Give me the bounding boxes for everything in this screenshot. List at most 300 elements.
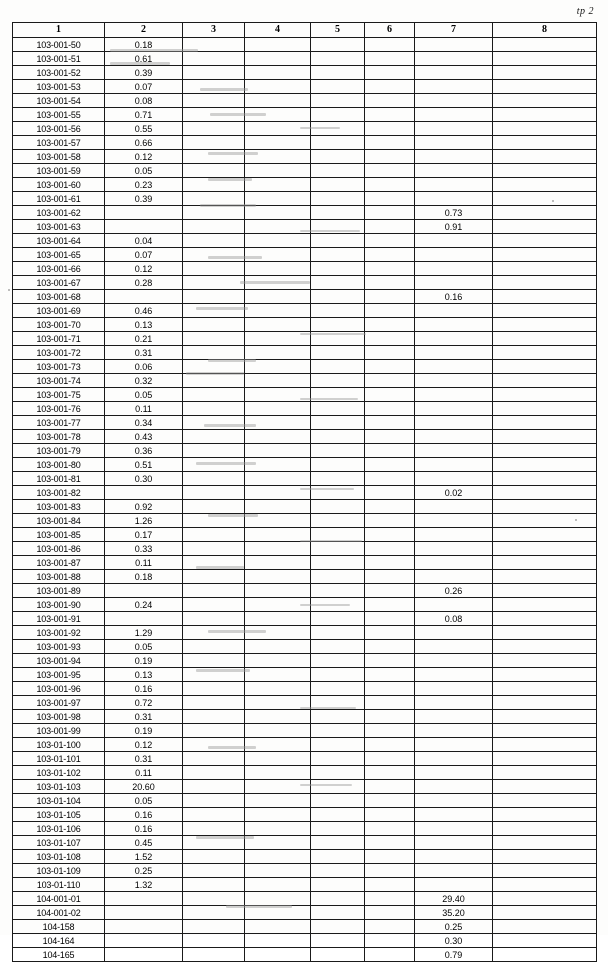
- table-cell: [311, 906, 365, 920]
- table-cell: [245, 570, 311, 584]
- column-header-6: 6: [365, 23, 415, 38]
- row-identifier: 103-01-110: [13, 878, 105, 892]
- table-cell: [183, 332, 245, 346]
- table-cell: [105, 892, 183, 906]
- table-cell: [245, 388, 311, 402]
- table-cell: [365, 836, 415, 850]
- table-cell: [183, 766, 245, 780]
- table-cell: [415, 304, 493, 318]
- table-cell: [365, 346, 415, 360]
- table-cell: [183, 752, 245, 766]
- table-cell: [493, 262, 597, 276]
- table-row: [13, 836, 597, 850]
- row-identifier: 103-001-92: [13, 626, 105, 640]
- table-cell: [311, 66, 365, 80]
- row-identifier: 103-001-67: [13, 276, 105, 290]
- row-identifier: 103-01-103: [13, 780, 105, 794]
- table-cell: [105, 934, 183, 948]
- table-cell: [493, 528, 597, 542]
- row-identifier: 103-001-65: [13, 248, 105, 262]
- table-cell: [311, 500, 365, 514]
- table-cell: [415, 738, 493, 752]
- table-cell: [311, 234, 365, 248]
- table-cell: 0.05: [105, 164, 183, 178]
- table-row: [13, 332, 597, 346]
- table-cell: [183, 514, 245, 528]
- table-cell: [415, 374, 493, 388]
- table-cell: [365, 444, 415, 458]
- row-identifier: 103-001-52: [13, 66, 105, 80]
- table-row: [13, 850, 597, 864]
- table-cell: [245, 416, 311, 430]
- table-cell: [415, 570, 493, 584]
- table-cell: [311, 766, 365, 780]
- table-row: [13, 402, 597, 416]
- table-cell: [311, 318, 365, 332]
- table-cell: [365, 150, 415, 164]
- table-cell: [415, 38, 493, 52]
- table-cell: [311, 206, 365, 220]
- table-cell: [183, 80, 245, 94]
- table-cell: 0.23: [105, 178, 183, 192]
- row-identifier: 103-01-109: [13, 864, 105, 878]
- table-cell: [415, 136, 493, 150]
- table-cell: 0.46: [105, 304, 183, 318]
- table-cell: [311, 948, 365, 962]
- table-cell: [493, 108, 597, 122]
- table-row: [13, 444, 597, 458]
- table-row: [13, 948, 597, 962]
- table-cell: [245, 934, 311, 948]
- row-identifier: 103-001-71: [13, 332, 105, 346]
- table-cell: [311, 290, 365, 304]
- table-cell: [311, 164, 365, 178]
- table-cell: [365, 850, 415, 864]
- table-cell: [245, 192, 311, 206]
- table-cell: [493, 290, 597, 304]
- table-cell: [183, 248, 245, 262]
- table-cell: [415, 402, 493, 416]
- row-identifier: 103-001-55: [13, 108, 105, 122]
- table-cell: [365, 402, 415, 416]
- table-cell: [245, 444, 311, 458]
- table-cell: [415, 822, 493, 836]
- table-cell: 0.21: [105, 332, 183, 346]
- table-cell: [493, 416, 597, 430]
- table-row: [13, 416, 597, 430]
- table-cell: [415, 682, 493, 696]
- table-cell: [493, 654, 597, 668]
- table-cell: [493, 640, 597, 654]
- table-cell: [365, 416, 415, 430]
- table-cell: [365, 654, 415, 668]
- row-identifier: 104-164: [13, 934, 105, 948]
- table-cell: [493, 192, 597, 206]
- table-cell: [245, 304, 311, 318]
- row-identifier: 103-01-100: [13, 738, 105, 752]
- table-row: [13, 500, 597, 514]
- table-cell: [365, 752, 415, 766]
- row-identifier: 103-001-57: [13, 136, 105, 150]
- table-cell: [365, 556, 415, 570]
- table-cell: 0.91: [415, 220, 493, 234]
- table-cell: 0.33: [105, 542, 183, 556]
- table-cell: [493, 934, 597, 948]
- row-identifier: 103-01-107: [13, 836, 105, 850]
- table-cell: [415, 878, 493, 892]
- table-cell: [365, 374, 415, 388]
- table-cell: [245, 948, 311, 962]
- table-cell: [245, 738, 311, 752]
- table-cell: [493, 360, 597, 374]
- table-cell: [245, 108, 311, 122]
- row-identifier: 103-001-87: [13, 556, 105, 570]
- table-cell: 0.16: [105, 808, 183, 822]
- table-cell: [493, 612, 597, 626]
- table-cell: [493, 598, 597, 612]
- table-cell: [415, 752, 493, 766]
- table-cell: [183, 598, 245, 612]
- table-cell: [245, 374, 311, 388]
- table-cell: [493, 626, 597, 640]
- table-row: [13, 262, 597, 276]
- table-cell: [105, 906, 183, 920]
- table-cell: 0.31: [105, 346, 183, 360]
- table-cell: 0.39: [105, 66, 183, 80]
- table-cell: [245, 626, 311, 640]
- table-cell: [365, 318, 415, 332]
- table-cell: [493, 850, 597, 864]
- table-cell: [365, 808, 415, 822]
- row-identifier: 103-001-77: [13, 416, 105, 430]
- table-cell: [105, 948, 183, 962]
- table-row: [13, 612, 597, 626]
- row-identifier: 103-001-79: [13, 444, 105, 458]
- table-cell: [183, 346, 245, 360]
- table-cell: [415, 654, 493, 668]
- table-row: [13, 94, 597, 108]
- table-cell: [183, 864, 245, 878]
- table-row: [13, 892, 597, 906]
- table-cell: [311, 710, 365, 724]
- table-cell: [245, 920, 311, 934]
- table-cell: [365, 612, 415, 626]
- table-cell: [415, 80, 493, 94]
- table-row: [13, 864, 597, 878]
- table-cell: [311, 556, 365, 570]
- table-cell: [365, 52, 415, 66]
- table-cell: [493, 52, 597, 66]
- table-cell: [365, 626, 415, 640]
- table-cell: [365, 780, 415, 794]
- table-cell: [183, 94, 245, 108]
- table-cell: [493, 430, 597, 444]
- row-identifier: 103-001-66: [13, 262, 105, 276]
- table-row: [13, 934, 597, 948]
- table-cell: [245, 668, 311, 682]
- table-cell: [245, 290, 311, 304]
- table-cell: [415, 556, 493, 570]
- table-cell: [415, 514, 493, 528]
- row-identifier: 103-001-62: [13, 206, 105, 220]
- row-identifier: 103-001-53: [13, 80, 105, 94]
- table-cell: [415, 766, 493, 780]
- table-cell: [245, 150, 311, 164]
- table-cell: [415, 52, 493, 66]
- table-cell: [105, 486, 183, 500]
- table-cell: [245, 682, 311, 696]
- row-identifier: 103-001-68: [13, 290, 105, 304]
- table-cell: [493, 164, 597, 178]
- table-cell: [415, 94, 493, 108]
- table-cell: [105, 220, 183, 234]
- table-cell: 0.92: [105, 500, 183, 514]
- table-cell: [493, 710, 597, 724]
- table-cell: [245, 38, 311, 52]
- table-cell: [183, 948, 245, 962]
- table-row: [13, 472, 597, 486]
- table-cell: 0.34: [105, 416, 183, 430]
- table-cell: [415, 724, 493, 738]
- table-cell: [245, 892, 311, 906]
- table-row: [13, 822, 597, 836]
- table-cell: [493, 682, 597, 696]
- table-row: [13, 304, 597, 318]
- table-row: [13, 318, 597, 332]
- table-cell: [183, 402, 245, 416]
- table-cell: [311, 248, 365, 262]
- table-cell: [245, 598, 311, 612]
- table-cell: [415, 668, 493, 682]
- table-cell: 1.32: [105, 878, 183, 892]
- table-cell: [493, 836, 597, 850]
- table-cell: [365, 794, 415, 808]
- table-cell: [365, 360, 415, 374]
- table-cell: [415, 836, 493, 850]
- table-row: [13, 570, 597, 584]
- table-cell: [183, 696, 245, 710]
- table-cell: [245, 500, 311, 514]
- table-cell: [493, 80, 597, 94]
- table-cell: [245, 542, 311, 556]
- table-cell: [493, 66, 597, 80]
- table-cell: [183, 542, 245, 556]
- table-cell: 0.24: [105, 598, 183, 612]
- table-cell: [183, 556, 245, 570]
- table-cell: [245, 94, 311, 108]
- table-cell: [415, 626, 493, 640]
- table-cell: 0.08: [415, 612, 493, 626]
- row-identifier: 103-01-101: [13, 752, 105, 766]
- table-cell: [365, 892, 415, 906]
- table-cell: [415, 248, 493, 262]
- table-cell: [183, 458, 245, 472]
- table-cell: [415, 416, 493, 430]
- table-cell: [245, 752, 311, 766]
- table-cell: [493, 752, 597, 766]
- table-row: [13, 668, 597, 682]
- table-cell: [493, 388, 597, 402]
- row-identifier: 103-001-84: [13, 514, 105, 528]
- table-cell: [183, 724, 245, 738]
- table-cell: [415, 598, 493, 612]
- table-row: [13, 374, 597, 388]
- row-identifier: 103-001-96: [13, 682, 105, 696]
- table-cell: 0.12: [105, 738, 183, 752]
- table-cell: [365, 920, 415, 934]
- table-cell: [183, 794, 245, 808]
- table-cell: [493, 178, 597, 192]
- table-cell: 20.60: [105, 780, 183, 794]
- table-row: [13, 486, 597, 500]
- table-cell: [415, 388, 493, 402]
- row-identifier: 103-001-78: [13, 430, 105, 444]
- table-cell: [105, 920, 183, 934]
- table-cell: [245, 164, 311, 178]
- table-cell: [493, 822, 597, 836]
- table-cell: [183, 304, 245, 318]
- table-cell: [311, 220, 365, 234]
- table-cell: 0.26: [415, 584, 493, 598]
- table-cell: 0.18: [105, 570, 183, 584]
- table-row: [13, 752, 597, 766]
- row-identifier: 103-001-94: [13, 654, 105, 668]
- table-cell: [415, 444, 493, 458]
- table-cell: [365, 66, 415, 80]
- row-identifier: 103-001-93: [13, 640, 105, 654]
- table-cell: [311, 598, 365, 612]
- table-row: [13, 556, 597, 570]
- table-cell: [311, 430, 365, 444]
- table-cell: [245, 276, 311, 290]
- table-cell: 29.40: [415, 892, 493, 906]
- table-cell: [493, 808, 597, 822]
- table-cell: 0.79: [415, 948, 493, 962]
- table-cell: [245, 766, 311, 780]
- table-cell: [415, 346, 493, 360]
- table-cell: [365, 822, 415, 836]
- row-identifier: 103-001-70: [13, 318, 105, 332]
- table-cell: [245, 136, 311, 150]
- table-cell: [245, 66, 311, 80]
- table-cell: 0.28: [105, 276, 183, 290]
- row-identifier: 103-001-82: [13, 486, 105, 500]
- table-cell: [415, 864, 493, 878]
- table-row: [13, 584, 597, 598]
- table-cell: [365, 906, 415, 920]
- table-cell: [245, 906, 311, 920]
- table-cell: [311, 696, 365, 710]
- table-row: [13, 52, 597, 66]
- table-cell: [245, 710, 311, 724]
- data-table: [12, 22, 597, 962]
- table-row: [13, 192, 597, 206]
- table-cell: [245, 514, 311, 528]
- table-cell: [493, 248, 597, 262]
- table-cell: [493, 220, 597, 234]
- table-cell: [245, 556, 311, 570]
- row-identifier: 103-001-83: [13, 500, 105, 514]
- table-cell: [245, 696, 311, 710]
- table-cell: [311, 304, 365, 318]
- row-identifier: 104-165: [13, 948, 105, 962]
- row-identifier: 103-001-51: [13, 52, 105, 66]
- table-cell: [245, 458, 311, 472]
- row-identifier: 103-001-99: [13, 724, 105, 738]
- table-cell: [365, 584, 415, 598]
- table-cell: [245, 654, 311, 668]
- table-cell: [365, 864, 415, 878]
- table-row: [13, 206, 597, 220]
- table-cell: [311, 52, 365, 66]
- table-cell: [415, 150, 493, 164]
- table-row: [13, 430, 597, 444]
- table-cell: [493, 486, 597, 500]
- table-cell: [493, 556, 597, 570]
- table-cell: 0.13: [105, 318, 183, 332]
- table-cell: [183, 626, 245, 640]
- table-row: [13, 80, 597, 94]
- column-header-7: 7: [415, 23, 493, 38]
- table-cell: 0.32: [105, 374, 183, 388]
- table-row: [13, 696, 597, 710]
- row-identifier: 103-01-102: [13, 766, 105, 780]
- table-row: [13, 458, 597, 472]
- table-cell: [493, 766, 597, 780]
- table-cell: [311, 80, 365, 94]
- column-header-3: 3: [183, 23, 245, 38]
- table-cell: [183, 150, 245, 164]
- row-identifier: 104-001-02: [13, 906, 105, 920]
- table-cell: [365, 948, 415, 962]
- table-cell: [183, 122, 245, 136]
- table-cell: 0.13: [105, 668, 183, 682]
- table-cell: [365, 542, 415, 556]
- table-cell: [493, 276, 597, 290]
- row-identifier: 103-001-90: [13, 598, 105, 612]
- table-cell: [245, 206, 311, 220]
- row-identifier: 103-001-86: [13, 542, 105, 556]
- table-cell: [365, 430, 415, 444]
- table-cell: [311, 612, 365, 626]
- column-header-2: 2: [105, 23, 183, 38]
- table-cell: [245, 402, 311, 416]
- table-row: [13, 276, 597, 290]
- table-cell: 0.18: [105, 38, 183, 52]
- table-cell: [311, 402, 365, 416]
- table-cell: 0.71: [105, 108, 183, 122]
- table-cell: [493, 458, 597, 472]
- table-cell: [183, 906, 245, 920]
- table-row: [13, 654, 597, 668]
- table-cell: [365, 234, 415, 248]
- table-cell: [493, 150, 597, 164]
- table-cell: [365, 486, 415, 500]
- table-cell: [311, 892, 365, 906]
- table-cell: 0.07: [105, 80, 183, 94]
- table-cell: [493, 374, 597, 388]
- table-cell: 0.11: [105, 402, 183, 416]
- table-cell: [365, 38, 415, 52]
- table-cell: [183, 164, 245, 178]
- table-row: [13, 248, 597, 262]
- table-row: [13, 794, 597, 808]
- table-cell: [493, 318, 597, 332]
- table-cell: [245, 80, 311, 94]
- table-row: [13, 598, 597, 612]
- table-row: [13, 220, 597, 234]
- row-identifier: 103-001-69: [13, 304, 105, 318]
